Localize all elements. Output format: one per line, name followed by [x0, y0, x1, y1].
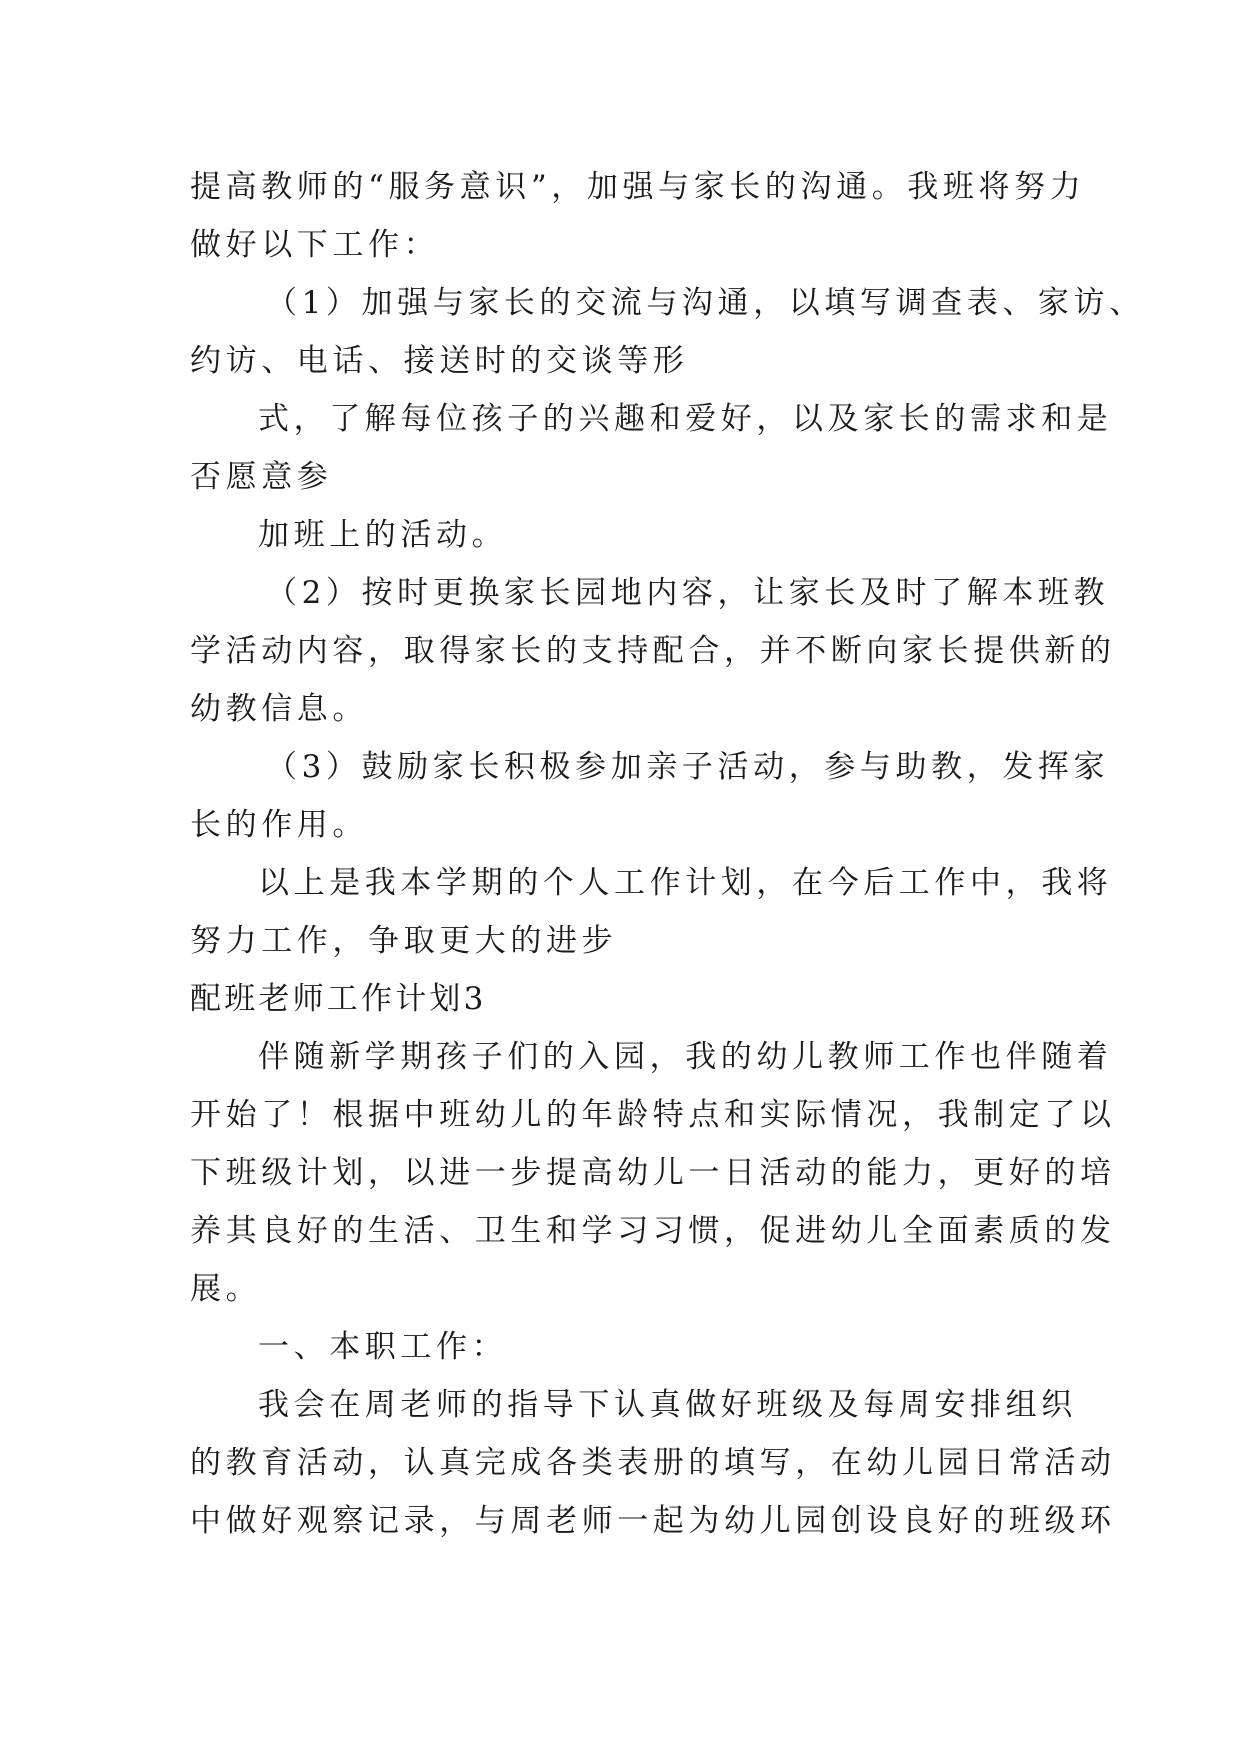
paragraph-line: 我会在周老师的指导下认真做好班级及每周安排组织 — [258, 1387, 1077, 1423]
paragraph-line: 开始了！根据中班幼儿的年龄特点和实际情况，我制定了以 — [190, 1097, 1116, 1133]
list-item-1-line: （1）加强与家长的交流与沟通，以填写调查表、家访、 — [266, 285, 1145, 321]
list-item-2-line: 学活动内容，取得家长的支持配合，并不断向家长提供新的 — [190, 633, 1116, 669]
list-item-2-line: 幼教信息。 — [190, 691, 368, 727]
paragraph-line: 加班上的活动。 — [258, 517, 508, 553]
paragraph-line: 以上是我本学期的个人工作计划，在今后工作中，我将 — [258, 865, 1113, 901]
paragraph-line: 养其良好的生活、卫生和学习习惯，促进幼儿全面素质的发 — [190, 1213, 1116, 1249]
paragraph-line: 做好以下工作： — [190, 227, 440, 263]
paragraph-line: 式，了解每位孩子的兴趣和爱好，以及家长的需求和是 — [258, 401, 1113, 437]
list-item-3-line: 长的作用。 — [190, 807, 368, 843]
list-item-1-line: 约访、电话、接送时的交谈等形 — [190, 343, 689, 379]
list-item-3-line: （3）鼓励家长积极参加亲子活动，参与助教，发挥家 — [266, 749, 1110, 785]
paragraph-line: 否愿意参 — [190, 459, 333, 495]
section-heading: 配班老师工作计划3 — [190, 981, 487, 1017]
paragraph-line: 提高教师的“服务意识”，加强与家长的沟通。我班将努力 — [190, 169, 1086, 205]
paragraph-line: 展。 — [190, 1271, 262, 1307]
paragraph-line: 努力工作，争取更大的进步 — [190, 923, 618, 959]
list-item-2-line: （2）按时更换家长园地内容，让家长及时了解本班教 — [266, 575, 1110, 611]
paragraph-line: 伴随新学期孩子们的入园，我的幼儿教师工作也伴随着 — [258, 1039, 1113, 1075]
paragraph-line: 中做好观察记录，与周老师一起为幼儿园创设良好的班级环 — [190, 1503, 1116, 1539]
subsection-heading: 一、本职工作： — [258, 1329, 508, 1365]
paragraph-line: 下班级计划，以进一步提高幼儿一日活动的能力，更好的培 — [190, 1155, 1116, 1191]
paragraph-line: 的教育活动，认真完成各类表册的填写，在幼儿园日常活动 — [190, 1445, 1116, 1481]
